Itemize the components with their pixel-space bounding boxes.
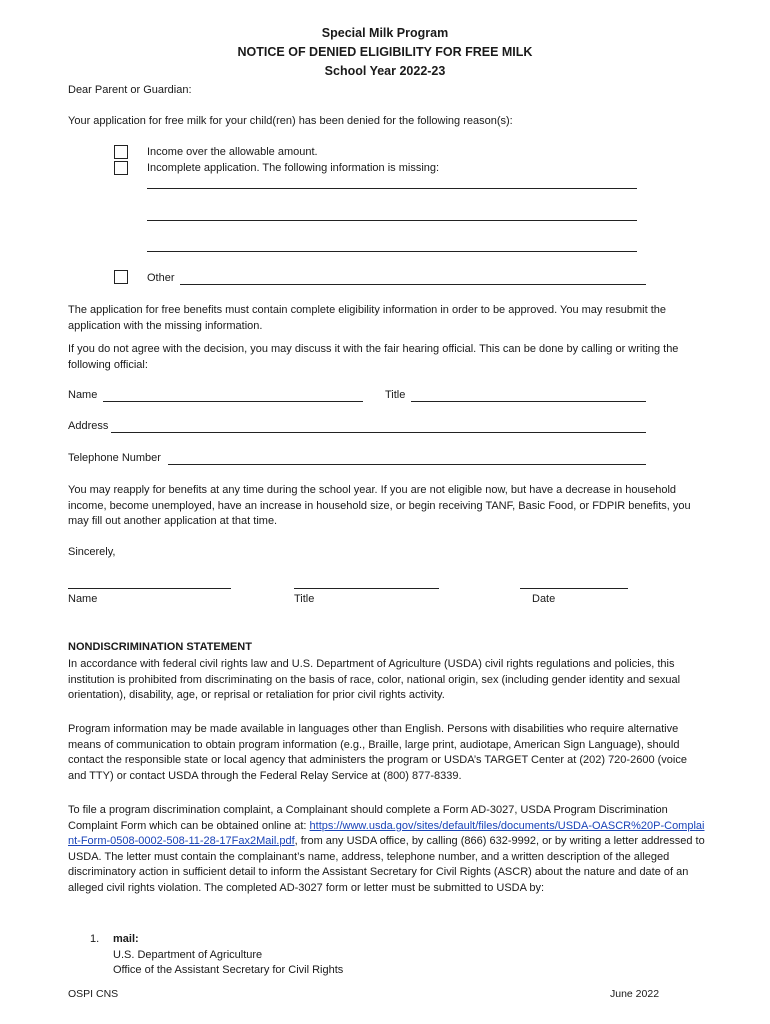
complaint-form-link[interactable]: https://www.usda.gov/sites/default/files/documents/USDA-OASCR%20P-Complaint-Form-0508-0002-508-11-28-17Fax2Mail.pdf [68, 819, 705, 848]
official-address-field[interactable] [111, 432, 646, 433]
complaint-text-after: , from any USDA office, by calling (866) 632-9992, or by writing a letter addressed to USDA. The letter must contain the complainant’s name, address, telephone number, and a written description of the alleged discriminatory action in sufficient detail to inform the Assistant Secretary for Civil Rights (ASCR) about the nature and date of an alleged civil rights violation. The completed AD-3027 form or letter must be submitted to USDA by: [68, 835, 705, 894]
other-reason-line[interactable] [180, 284, 646, 285]
income-checkbox[interactable] [114, 145, 128, 159]
missing-info-line-1[interactable] [147, 188, 637, 189]
incomplete-reason-label: Incomplete application. The following information is missing: [147, 162, 440, 174]
notice-title: NOTICE OF DENIED ELIGIBILITY FOR FREE MILK [237, 45, 533, 59]
nondiscrimination-paragraph-3 [68, 803, 708, 897]
official-address-label: Address [68, 420, 109, 432]
incomplete-checkbox[interactable] [114, 161, 128, 175]
signature-title-line[interactable] [294, 588, 439, 589]
resubmit-paragraph: The application for free benefits must contain complete eligibility information in order to be approved. You may resubmit the application with the missing information. [68, 304, 666, 332]
missing-info-line-2[interactable] [147, 220, 637, 221]
program-title: Special Milk Program [321, 26, 449, 40]
nondiscrimination-heading: NONDISCRIMINATION STATEMENT [68, 641, 252, 653]
list-item-line-2: Office of the Assistant Secretary for Civil Rights [113, 964, 344, 976]
nondiscrimination-paragraph-2: Program information may be made available in languages other than English. Persons with disabilities who require alternative means of communication to obtain program information (e.g., Braille, large print, audiotape, American Sign Language), should contact the responsible state or local agency that administers the program or USDA’s TARGET Center at (202) 720-2600 (voice and TTY) or contact USDA through the Federal Relay Service at (800) 877-8339. [68, 723, 687, 782]
footer-left: OSPI CNS [68, 988, 119, 1000]
list-item-line-1: U.S. Department of Agriculture [113, 949, 263, 961]
list-item-label: mail: [113, 933, 139, 945]
nondiscrimination-paragraph-1: In accordance with federal civil rights law and U.S. Department of Agriculture (USDA) civil rights regulations and policies, this institution is prohibited from discriminating on the basis of race, color, national origin, sex (including gender identity and sexual orientation), disability, age, or reprisal or retaliation for prior civil rights activity. [68, 658, 681, 702]
missing-info-line-3[interactable] [147, 251, 637, 252]
signature-date-label: Date [532, 593, 556, 605]
reapply-paragraph: You may reapply for benefits at any time during the school year. If you are not eligible now, but have a decrease in household income, become unemployed, have an increase in household size, or begin receiving TANF, Basic Food, or FDPIR benefits, you may fill out another application at that time. [68, 484, 691, 528]
official-phone-label: Telephone Number [68, 452, 161, 464]
other-checkbox[interactable] [114, 270, 128, 284]
other-reason-label: Other [147, 272, 175, 284]
complaint-text-before: To file a program discrimination complaint, a Complainant should complete a Form AD-3027, USDA Program Discrimination Complaint Form which can be obtained online at: [68, 804, 668, 832]
signature-name-label: Name [68, 593, 98, 605]
school-year: School Year 2022-23 [324, 64, 446, 78]
signature-name-line[interactable] [68, 588, 231, 589]
salutation: Dear Parent or Guardian: [68, 84, 192, 96]
official-title-label: Title [385, 389, 406, 401]
official-phone-field[interactable] [168, 464, 646, 465]
official-name-label: Name [68, 389, 98, 401]
fair-hearing-paragraph: If you do not agree with the decision, you may discuss it with the fair hearing official. This can be done by calling or writing the following official: [68, 343, 679, 371]
intro-text: Your application for free milk for your child(ren) has been denied for the following reason(s): [68, 115, 513, 127]
signature-title-label: Title [294, 593, 315, 605]
list-number: 1. [90, 933, 100, 945]
official-title-field[interactable] [411, 401, 646, 402]
income-reason-label: Income over the allowable amount. [147, 146, 318, 158]
signature-date-line[interactable] [520, 588, 628, 589]
footer-right: June 2022 [610, 988, 660, 1000]
official-name-field[interactable] [103, 401, 363, 402]
closing: Sincerely, [68, 546, 116, 558]
